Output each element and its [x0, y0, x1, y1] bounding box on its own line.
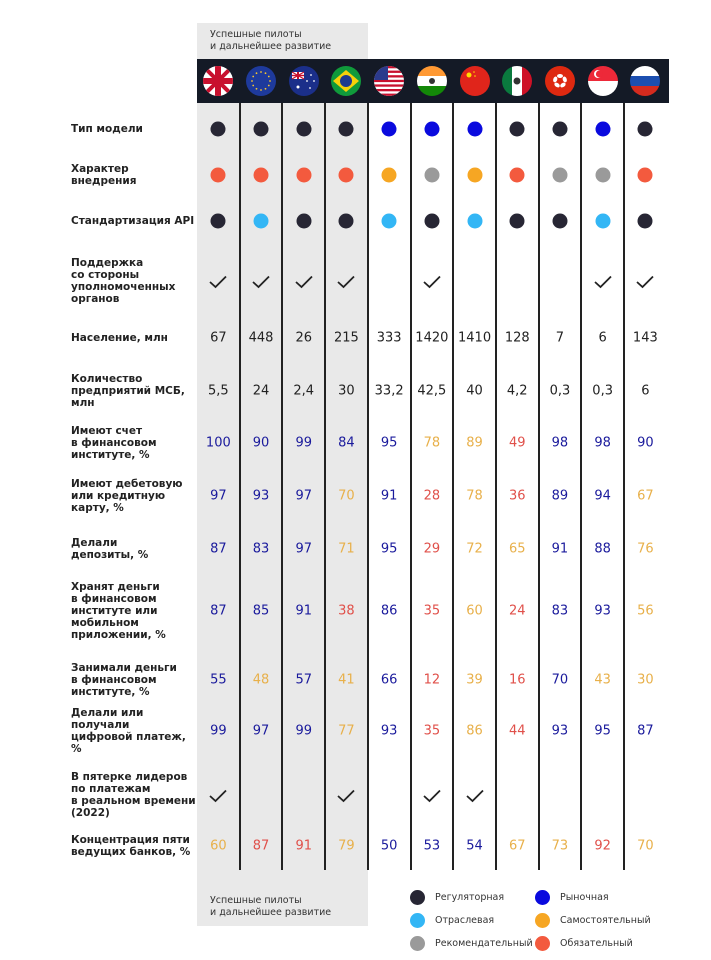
value-cell: 215 — [334, 330, 359, 346]
value-cell: 93 — [380, 723, 398, 739]
australia-flag-icon — [289, 66, 319, 96]
brazil-flag-icon — [331, 66, 361, 96]
row-label-line: мобильном — [71, 617, 139, 629]
value-cell: 5,5 — [208, 383, 229, 399]
row-label — [71, 373, 196, 409]
checkmark-icon — [337, 274, 355, 288]
value-cell: 1420 — [415, 330, 449, 346]
row-label-line: Занимали деньги — [71, 662, 177, 674]
value-cell: 0,3 — [549, 383, 571, 399]
legend-dot-industry — [410, 913, 425, 928]
row-label-line: Имеют дебетовую — [71, 478, 183, 490]
column-divider — [452, 103, 454, 870]
value-cell: 40 — [466, 383, 483, 399]
row-label-line: институте, % — [71, 686, 150, 698]
row-label-line: со стороны — [71, 269, 140, 281]
value-cell: 44 — [508, 723, 526, 739]
value-cell: 89 — [551, 488, 569, 504]
mexico-flag-icon — [502, 66, 532, 96]
row-label-line: Население, млн — [71, 332, 168, 344]
row-label: Стандартизация API — [71, 215, 195, 227]
value-cell: 70 — [637, 838, 654, 854]
category-dot-market — [595, 122, 610, 137]
legend-dot-regulatory — [410, 890, 425, 905]
singapore-flag-icon — [588, 66, 618, 96]
value-cell: 30 — [637, 672, 654, 688]
value-cell: 83 — [551, 603, 569, 619]
value-cell: 0,3 — [592, 383, 613, 399]
category-dot-industry — [254, 214, 269, 229]
value-cell: 35 — [423, 723, 441, 739]
legend-dot-mandatory — [535, 936, 550, 951]
category-dot-recommended — [424, 168, 439, 183]
value-cell: 67 — [508, 838, 526, 854]
value-cell: 78 — [466, 488, 483, 504]
value-cell: 94 — [594, 488, 611, 504]
value-cell: 93 — [252, 488, 270, 504]
row-label — [71, 771, 196, 819]
value-cell: 60 — [466, 603, 483, 619]
value-cell: 333 — [376, 330, 402, 346]
value-cell: 50 — [380, 838, 398, 854]
value-cell: 87 — [637, 723, 654, 739]
row-label-line: уполномоченных — [71, 281, 176, 293]
row-label-line: или кредитную — [71, 490, 166, 502]
value-cell: 67 — [637, 488, 654, 504]
value-cell: 70 — [551, 672, 569, 688]
row-label — [71, 581, 196, 641]
category-dot-mandatory — [510, 168, 525, 183]
column-divider — [324, 103, 326, 870]
value-cell: 33,2 — [374, 383, 404, 399]
china-flag-icon — [460, 66, 490, 96]
category-dot-mandatory — [296, 168, 311, 183]
column-divider — [410, 103, 412, 870]
column-divider — [367, 103, 369, 870]
row-label-line: в финансовом — [71, 437, 157, 449]
row-label — [71, 537, 196, 561]
category-dot-industry — [467, 214, 482, 229]
category-dot-independent — [467, 168, 482, 183]
value-cell: 97 — [252, 723, 270, 739]
category-dot-regulatory — [552, 122, 567, 137]
value-cell: 76 — [637, 541, 654, 557]
value-cell: 12 — [423, 672, 441, 688]
legend-label: Регуляторная — [435, 892, 505, 903]
value-cell: 91 — [295, 603, 313, 619]
value-cell: 55 — [210, 672, 227, 688]
row-label-line: Концентрация пяти — [71, 834, 190, 846]
value-cell: 70 — [338, 488, 355, 504]
legend-dot-market — [535, 890, 550, 905]
bottom-caption-line: и дальнейшее развитие — [210, 907, 332, 918]
row-label-line: Делали — [71, 537, 118, 549]
value-cell: 90 — [252, 435, 270, 451]
legend-label: Самостоятельный — [560, 915, 651, 926]
row-label — [71, 834, 196, 858]
value-cell: 95 — [380, 435, 398, 451]
value-cell: 86 — [466, 723, 483, 739]
checkmark-icon — [466, 788, 484, 802]
value-cell: 6 — [641, 383, 650, 399]
value-cell: 448 — [248, 330, 274, 346]
value-cell: 35 — [423, 603, 441, 619]
value-cell: 92 — [594, 838, 611, 854]
hongkong-flag-icon — [545, 66, 575, 96]
value-cell: 97 — [210, 488, 227, 504]
row-label-line: (2022) — [71, 807, 110, 819]
category-dot-market — [424, 122, 439, 137]
value-cell: 4,2 — [506, 383, 528, 399]
value-cell: 78 — [423, 435, 441, 451]
value-cell: 24 — [508, 603, 526, 619]
column-divider — [239, 103, 241, 870]
row-label — [71, 662, 196, 698]
legend-dot-independent — [535, 913, 550, 928]
india-flag-icon — [417, 66, 447, 96]
checkmark-icon — [252, 274, 270, 288]
bottom-caption — [210, 895, 331, 919]
value-cell: 95 — [594, 723, 611, 739]
category-dot-regulatory — [424, 214, 439, 229]
legend-item — [535, 913, 651, 928]
value-cell: 39 — [466, 672, 483, 688]
legend-label: Рекомендательный — [435, 938, 533, 949]
value-cell: 41 — [338, 672, 355, 688]
value-cell: 28 — [423, 488, 441, 504]
value-cell: 66 — [380, 672, 398, 688]
value-cell: 99 — [295, 435, 313, 451]
value-cell: 48 — [252, 672, 270, 688]
eu-flag-icon — [246, 66, 276, 96]
category-dot-mandatory — [211, 168, 226, 183]
bottom-caption-line: Успешные пилоты — [210, 895, 302, 906]
checkmark-icon — [209, 788, 227, 802]
row-label-line: Количество — [71, 373, 143, 385]
row-label — [71, 425, 196, 461]
row-label-line: по платежам — [71, 783, 151, 795]
value-cell: 36 — [508, 488, 526, 504]
value-cell: 97 — [295, 541, 313, 557]
row-label-line: Делали или получали — [71, 707, 144, 731]
uk-flag-icon — [203, 66, 233, 96]
legend-label: Отраслевая — [435, 915, 495, 926]
value-cell: 100 — [205, 435, 231, 451]
row-label-line: цифровой платеж, % — [71, 731, 186, 755]
row-label — [71, 478, 196, 514]
row-label-line: органов — [71, 293, 120, 305]
value-cell: 143 — [632, 330, 658, 346]
value-cell: 88 — [594, 541, 611, 557]
value-cell: 95 — [380, 541, 398, 557]
row-label — [71, 257, 196, 305]
value-cell: 87 — [210, 541, 227, 557]
value-cell: 86 — [380, 603, 398, 619]
legend-item — [410, 936, 533, 951]
category-dot-regulatory — [296, 122, 311, 137]
top-caption-line: Успешные пилоты — [210, 29, 302, 40]
row-label-line: карту, % — [71, 502, 124, 514]
category-dot-regulatory — [552, 214, 567, 229]
category-dot-regulatory — [254, 122, 269, 137]
value-cell: 2,4 — [293, 383, 315, 399]
column-divider — [623, 103, 625, 870]
category-dot-market — [382, 122, 397, 137]
usa-flag-icon — [374, 66, 404, 96]
row-label-line: депозиты, % — [71, 549, 149, 561]
category-dot-regulatory — [211, 122, 226, 137]
value-cell: 49 — [508, 435, 526, 451]
value-cell: 26 — [295, 330, 313, 346]
checkmark-icon — [209, 274, 227, 288]
row-label: Характер внедрения — [71, 163, 137, 187]
category-dot-regulatory — [339, 122, 354, 137]
category-dot-regulatory — [510, 122, 525, 137]
row-label: Тип модели — [71, 123, 143, 135]
column-divider — [281, 103, 283, 870]
value-cell: 6 — [598, 330, 607, 346]
value-cell: 38 — [338, 603, 355, 619]
value-cell: 87 — [252, 838, 270, 854]
category-dot-regulatory — [339, 214, 354, 229]
value-cell: 91 — [380, 488, 398, 504]
row-label-line: в финансовом — [71, 674, 157, 686]
value-cell: 77 — [338, 723, 355, 739]
checkmark-icon — [423, 788, 441, 802]
checkmark-icon — [337, 788, 355, 802]
category-dot-regulatory — [510, 214, 525, 229]
value-cell: 99 — [210, 723, 227, 739]
checkmark-icon — [295, 274, 313, 288]
row-label-line: в реальном времени — [71, 795, 196, 807]
top-caption-line: и дальнейшее развитие — [210, 41, 332, 52]
legend-dot-recommended — [410, 936, 425, 951]
category-dot-regulatory — [638, 122, 653, 137]
category-dot-regulatory — [296, 214, 311, 229]
category-dot-recommended — [552, 168, 567, 183]
row-label-line: в финансовом — [71, 593, 157, 605]
value-cell: 97 — [295, 488, 313, 504]
category-dot-mandatory — [254, 168, 269, 183]
value-cell: 87 — [210, 603, 227, 619]
category-dot-industry — [382, 214, 397, 229]
category-dot-regulatory — [211, 214, 226, 229]
row-label-line: Хранят деньги — [71, 581, 160, 593]
value-cell: 24 — [252, 383, 270, 399]
value-cell: 16 — [508, 672, 526, 688]
value-cell: 93 — [594, 603, 611, 619]
row-label — [71, 707, 196, 755]
column-divider — [538, 103, 540, 870]
value-cell: 89 — [466, 435, 483, 451]
row-label-line: В пятерке лидеров — [71, 771, 188, 783]
row-label-line: ведущих банков, % — [71, 846, 191, 858]
category-dot-industry — [595, 214, 610, 229]
row-label-line: институте, % — [71, 449, 150, 461]
category-dot-regulatory — [638, 214, 653, 229]
category-dot-mandatory — [339, 168, 354, 183]
row-label-line: Поддержка — [71, 257, 144, 269]
value-cell: 71 — [338, 541, 355, 557]
value-cell: 53 — [423, 838, 441, 854]
value-cell: 90 — [637, 435, 654, 451]
legend-item — [535, 890, 609, 905]
row-label-line: приложении, % — [71, 629, 166, 641]
value-cell: 128 — [504, 330, 530, 346]
value-cell: 56 — [637, 603, 654, 619]
checkmark-icon — [594, 274, 612, 288]
value-cell: 84 — [338, 435, 355, 451]
category-dot-market — [467, 122, 482, 137]
value-cell: 65 — [508, 541, 526, 557]
legend-label: Рыночная — [560, 892, 609, 903]
value-cell: 83 — [252, 541, 270, 557]
value-cell: 73 — [551, 838, 569, 854]
flag-bar — [197, 59, 669, 103]
value-cell: 72 — [466, 541, 483, 557]
value-cell: 67 — [210, 330, 227, 346]
row-label-line: институте или — [71, 605, 158, 617]
row-label-line: Имеют счет — [71, 425, 143, 437]
russia-flag-icon — [630, 66, 660, 96]
value-cell: 98 — [594, 435, 611, 451]
value-cell: 93 — [551, 723, 569, 739]
value-cell: 42,5 — [417, 383, 447, 399]
legend-item — [410, 913, 494, 928]
value-cell: 7 — [555, 330, 565, 346]
value-cell: 98 — [551, 435, 569, 451]
category-dot-independent — [382, 168, 397, 183]
category-dot-mandatory — [638, 168, 653, 183]
value-cell: 60 — [210, 838, 227, 854]
category-dot-recommended — [595, 168, 610, 183]
column-divider — [580, 103, 582, 870]
checkmark-icon — [636, 274, 654, 288]
value-cell: 30 — [338, 383, 355, 399]
value-cell: 1410 — [458, 330, 492, 346]
row-label-line: предприятий МСБ, — [71, 385, 185, 397]
legend-label: Обязательный — [560, 938, 633, 949]
value-cell: 29 — [423, 541, 441, 557]
value-cell: 85 — [252, 603, 270, 619]
row-label-line: млн — [71, 397, 95, 409]
value-cell: 43 — [594, 672, 611, 688]
row-label — [71, 332, 196, 344]
column-divider — [495, 103, 497, 870]
top-caption — [210, 29, 331, 53]
checkmark-icon — [423, 274, 441, 288]
value-cell: 91 — [295, 838, 313, 854]
legend-item — [410, 890, 504, 905]
value-cell: 54 — [466, 838, 483, 854]
value-cell: 57 — [295, 672, 313, 688]
value-cell: 91 — [551, 541, 569, 557]
legend-item — [535, 936, 633, 951]
value-cell: 99 — [295, 723, 313, 739]
value-cell: 79 — [338, 838, 355, 854]
